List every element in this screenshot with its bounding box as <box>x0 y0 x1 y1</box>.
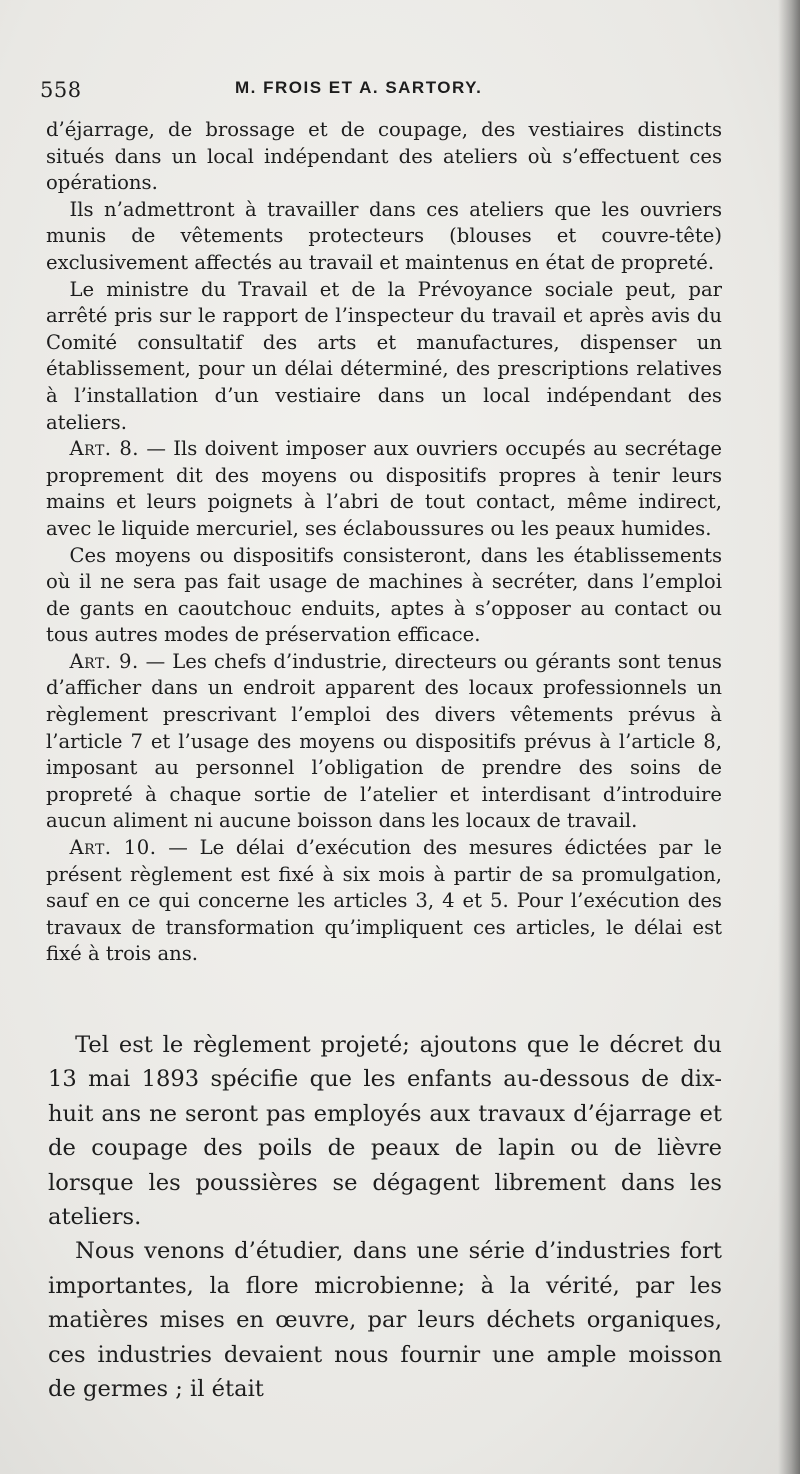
body-paragraph: Nous venons d’étudier, dans une série d’industries fort importantes, la flore microbienne; à la vérité, par les matières mises en œuvre, par leurs déchets organiques, ces industries devaient nous fournir une ample moisson de germes ; il était <box>48 1238 722 1403</box>
article-text: — Les chefs d’industrie, directeurs ou gérants sont tenus d’afficher dans un endroit apparent des locaux professionnels un règlement prescrivant l’emploi des divers vêtements prévus à l’article 7 et l’usage des moyens ou dispositifs prévus à l’article 8, imposant au personnel l’obligation de prendre des soins de propreté à chaque sortie de l’atelier et interdisant d’introduire aucun aliment ni aucune boisson dans les locaux de travail. <box>46 649 722 833</box>
regulation-text <box>46 117 722 968</box>
article-text: — Le délai d’exécution des mesures édictées par le présent règlement est fixé à six mois à partir de sa promulgation, sauf en ce qui concerne les articles 3, 4 et 5. Pour l’exécution des travaux de transformation qu’impliquent ces articles, le délai est fixé à trois ans. <box>46 836 723 966</box>
article-label: Art. 10. <box>69 836 157 860</box>
regulation-paragraph: Ces moyens ou dispositifs consisteront, dans les établissements où il ne sera pas fait usage de machines à secréter, dans l’emploi de gants en caoutchouc enduits, aptes à s’opposer au contact ou tous autres modes de préservation efficace. <box>46 543 722 647</box>
article-10 <box>46 835 722 968</box>
article-8 <box>46 436 722 542</box>
page-header <box>40 74 720 104</box>
body-paragraph: Tel est le règlement projeté; ajoutons que le décret du 13 mai 1893 spécifie que les enfants au-dessous de dix-huit ans ne seront pas employés aux travaux d’éjarrage et de coupage des poils de peaux de lapin ou de lièvre lorsque les poussières se dégagent librement dans les ateliers. <box>48 1032 722 1231</box>
article-9 <box>46 649 722 835</box>
regulation-paragraph: Ils n’admettront à travailler dans ces ateliers que les ouvriers munis de vêtements protecteurs (blouses et couvre-tête) exclusivement affectés au travail et maintenus en état de propreté. <box>46 197 722 274</box>
article-text: — Ils doivent imposer aux ouvriers occupés au secrétage proprement dit des moyens ou dispositifs propres à tenir leurs mains et leurs poignets à l’abri de tout contact, même indirect, avec le liquide mercuriel, ses éclaboussures ou les peaux humides. <box>46 437 722 540</box>
article-label: Art. 8. <box>69 437 140 461</box>
regulation-paragraph: d’éjarrage, de brossage et de coupage, des vestiaires distincts situés dans un local indépendant des ateliers où s’effectuent ces opérations. <box>46 118 722 195</box>
running-head: M. FROIS ET A. SARTORY. <box>235 78 483 97</box>
regulation-paragraph: Le ministre du Travail et de la Prévoyance sociale peut, par arrêté pris sur le rapport de l’inspecteur du travail et après avis du Comité consultatif des arts et manufactures, dispenser un établissement, pour un délai déterminé, des prescriptions relatives à l’installation d’un vestiaire dans un local indépendant des ateliers. <box>46 277 722 434</box>
page-number: 558 <box>40 78 82 102</box>
body-text <box>48 1028 722 1406</box>
article-label: Art. 9. <box>69 649 139 673</box>
